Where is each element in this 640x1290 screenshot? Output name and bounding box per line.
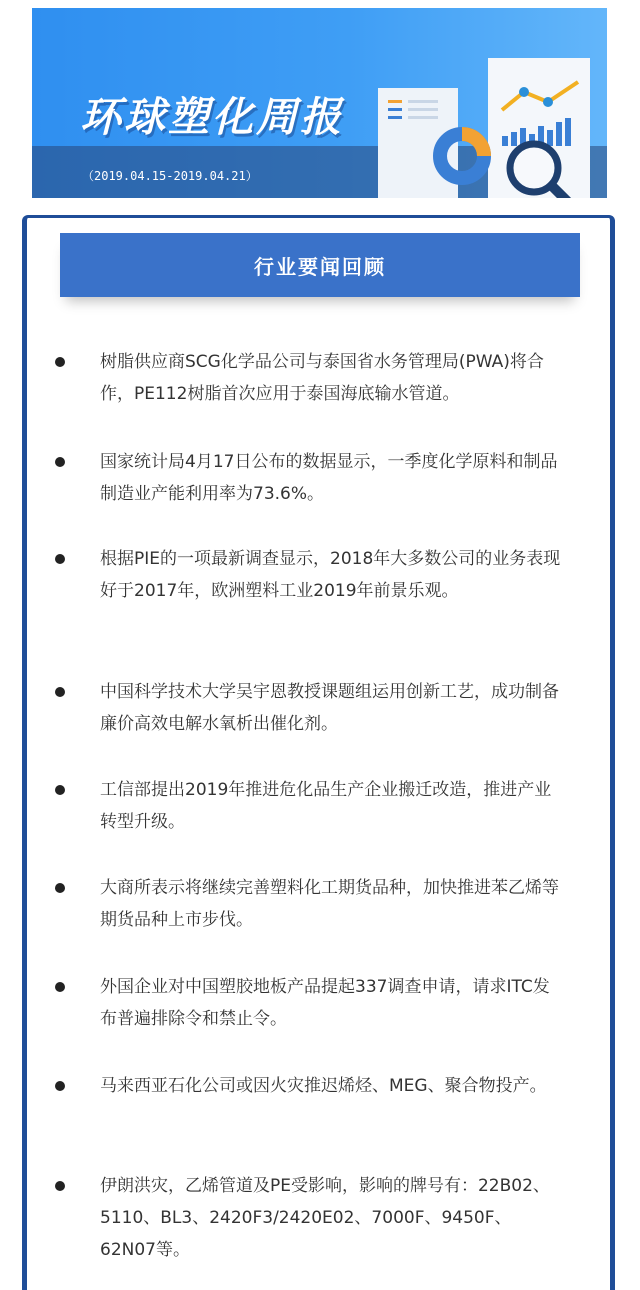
news-text: 马来西亚石化公司或因火灾推迟烯烃、MEG、聚合物投产。 — [100, 1076, 547, 1096]
news-text: 国家统计局4月17日公布的数据显示，一季度化学原料和制品制造业产能利用率为73.6%。 — [100, 452, 558, 504]
bullet-icon — [55, 554, 65, 564]
news-item — [100, 872, 565, 936]
news-item — [100, 971, 565, 1035]
bullet-icon — [55, 1181, 65, 1191]
news-item — [100, 446, 565, 510]
news-text: 工信部提出2019年推进危化品生产企业搬迁改造，推进产业转型升级。 — [100, 780, 552, 832]
report-date-range: （2019.04.15-2019.04.21） — [82, 169, 258, 183]
bullet-icon — [55, 357, 65, 367]
news-item — [100, 543, 565, 607]
news-text: 中国科学技术大学吴宇恩教授课题组运用创新工艺，成功制备廉价高效电解水氧析出催化剂。 — [100, 682, 559, 734]
bullet-icon — [55, 457, 65, 467]
bullet-icon — [55, 1081, 65, 1091]
news-text: 树脂供应商SCG化学品公司与泰国省水务管理局(PWA)将合作，PE112树脂首次应用于泰国海底输水管道。 — [100, 352, 544, 404]
news-item — [100, 1170, 565, 1266]
news-item — [100, 676, 565, 740]
news-text: 根据PIE的一项最新调查显示，2018年大多数公司的业务表现好于2017年，欧洲塑料工业2019年前景乐观。 — [100, 549, 561, 601]
bullet-icon — [55, 785, 65, 795]
report-chart-illustration — [372, 38, 602, 198]
header-banner — [32, 8, 607, 198]
report-title: 环球塑化周报 — [80, 93, 344, 141]
section-header — [60, 233, 580, 297]
section-title: 行业要闻回顾 — [254, 254, 386, 279]
news-text: 外国企业对中国塑胶地板产品提起337调查申请，请求ITC发布普遍排除令和禁止令。 — [100, 977, 550, 1029]
bullet-icon — [55, 982, 65, 992]
news-text: 大商所表示将继续完善塑料化工期货品种，加快推进苯乙烯等期货品种上市步伐。 — [100, 878, 559, 930]
bullet-icon — [55, 687, 65, 697]
news-text: 伊朗洪灾，乙烯管道及PE受影响，影响的牌号有：22B02、5110、BL3、2420F3/2420E02、7000F、9450F、62N07等。 — [100, 1176, 550, 1260]
news-item — [100, 774, 565, 838]
news-item — [100, 346, 565, 410]
news-item — [100, 1070, 565, 1102]
bullet-icon — [55, 883, 65, 893]
